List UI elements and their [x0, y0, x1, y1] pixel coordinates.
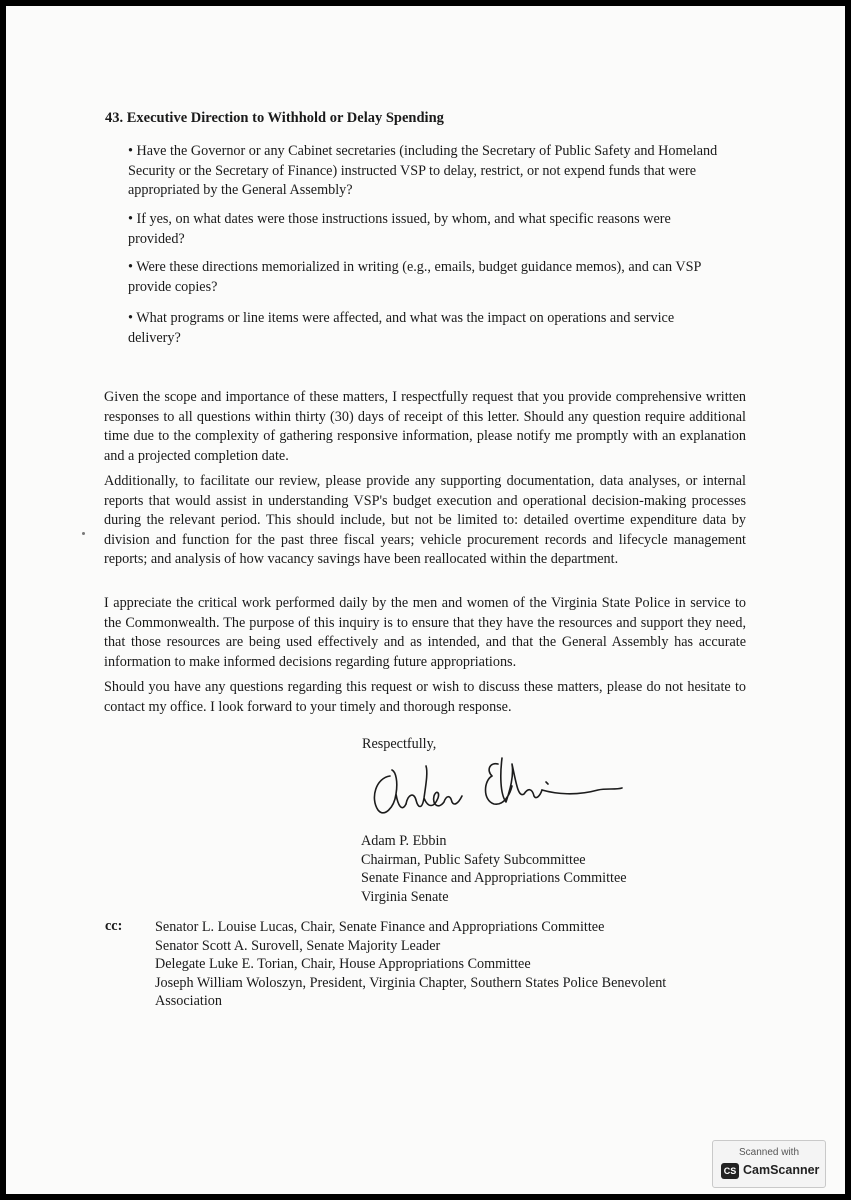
cc-recipient: Senator Scott A. Surovell, Senate Majority Leader	[155, 937, 441, 954]
signature-block	[361, 832, 627, 906]
section-heading: 43. Executive Direction to Withhold or Delay Spending	[105, 110, 444, 126]
question-bullet: • Were these directions memorialized in writing (e.g., emails, budget guidance memos), and can VSP provide copies?	[128, 259, 701, 295]
scan-speck	[82, 532, 85, 535]
cc-recipient: Delegate Luke E. Torian, Chair, House Appropriations Committee	[155, 956, 531, 973]
camscanner-watermark	[712, 1140, 826, 1188]
cc-recipient-list	[155, 918, 715, 1011]
handwritten-signature	[366, 754, 626, 824]
cc-recipient: Joseph William Woloszyn, President, Virginia Chapter, Southern States Police Benevolent Association	[155, 974, 667, 1010]
camscanner-logo-icon: CS	[721, 1163, 739, 1179]
signer-title: Chairman, Public Safety Subcommittee	[361, 851, 586, 868]
watermark-caption: Scanned with	[738, 1147, 800, 1158]
body-paragraph: Should you have any questions regarding this request or wish to discuss these matters, please do not hesitate to contact my office. I look forward to your timely and thorough response.	[104, 679, 746, 715]
closing-salutation: Respectfully,	[362, 736, 437, 752]
body-paragraph: Given the scope and importance of these matters, I respectfully request that you provide comprehensive written responses to all questions within thirty (30) days of receipt of this letter. Should any question require additional time due to the complexity of gathering responsive information, please notify me promptly with an explanation and a projected completion date.	[104, 389, 746, 464]
document-page	[6, 6, 845, 1194]
watermark-brand: CamScanner	[743, 1163, 820, 1177]
signer-name: Adam P. Ebbin	[361, 833, 447, 849]
body-paragraph: Additionally, to facilitate our review, please provide any supporting documentation, data analyses, or internal reports that would assist in understanding VSP's budget execution and operational decision-making processes during the relevant period. This should include, but not be limited to: detailed overtime expenditure data by division and function for the past three fiscal years; vehicle procurement records and lifecycle management reports; and analysis of how vacancy savings have been reallocated within the department.	[104, 473, 746, 568]
cc-label: cc:	[105, 918, 123, 934]
signer-title: Virginia Senate	[361, 888, 449, 905]
question-bullet: • If yes, on what dates were those instructions issued, by whom, and what specific reasons were provided?	[128, 211, 671, 247]
body-paragraph: I appreciate the critical work performed daily by the men and women of the Virginia State Police in service to the Commonwealth. The purpose of this inquiry is to ensure that they have the resources and support they need, that those resources are being used effectively and as intended, and that the General Assembly has accurate information to make informed decisions regarding future appropriations.	[104, 595, 746, 670]
cc-recipient: Senator L. Louise Lucas, Chair, Senate Finance and Appropriations Committee	[155, 919, 605, 935]
question-bullet: • Have the Governor or any Cabinet secretaries (including the Secretary of Public Safety and Homeland Security or the Secretary of Finance) instructed VSP to delay, restrict, or not expend funds that were appropriated by the General Assembly?	[128, 143, 718, 198]
question-bullet: • What programs or line items were affected, and what was the impact on operations and service delivery?	[128, 310, 675, 346]
signer-title: Senate Finance and Appropriations Committee	[361, 870, 627, 887]
